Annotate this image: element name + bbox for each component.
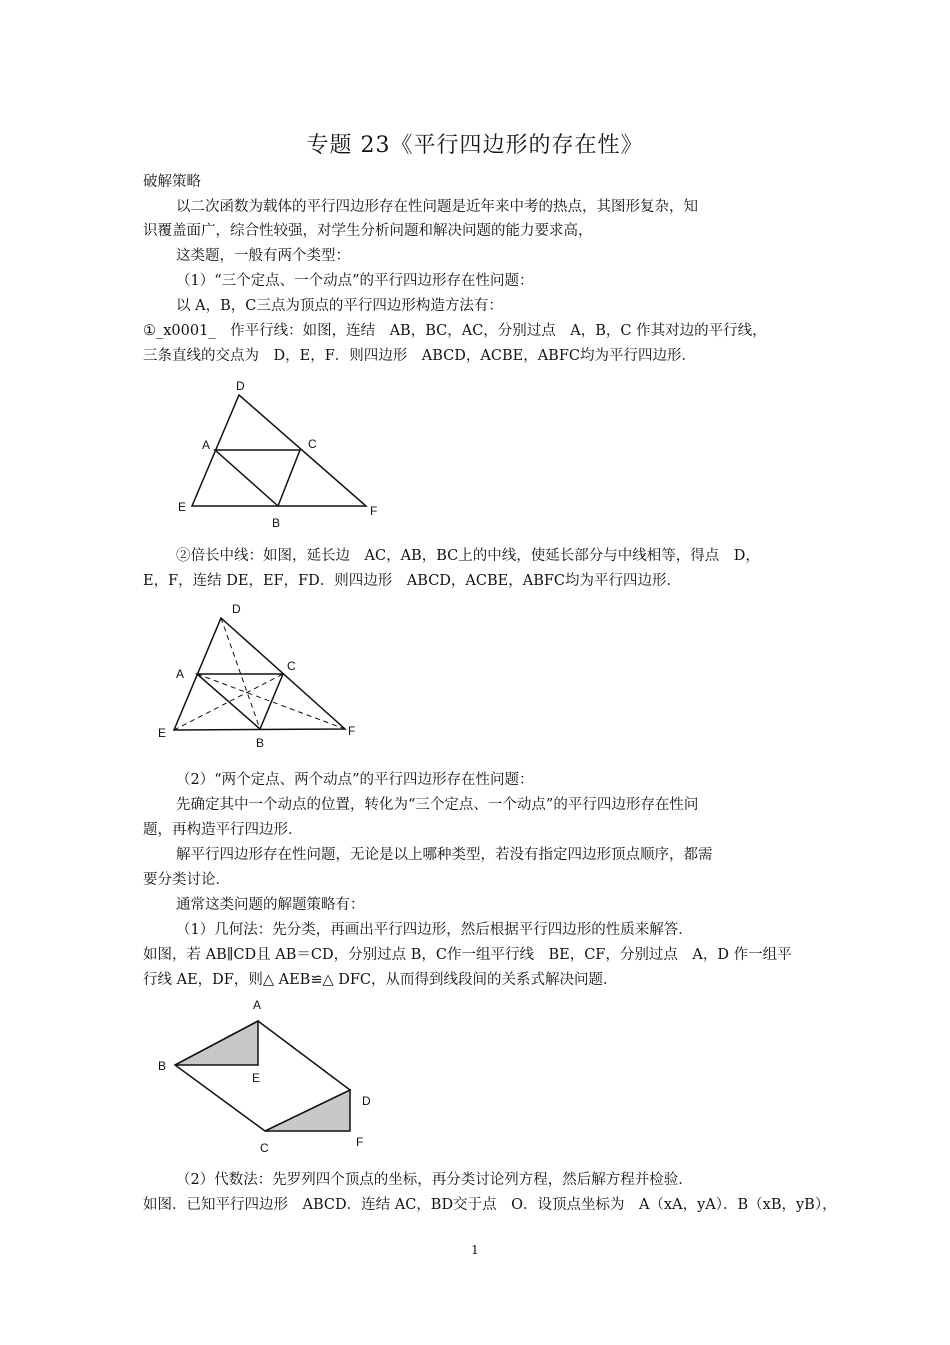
paragraph-line: 以 A，B，C三点为顶点的平行四边形构造方法有： — [176, 298, 503, 314]
paragraph-line: 如图，若 AB∥CD且 AB＝CD，分别过点 B，C作一组平行线 BE，CF，分别过点 A，D 作一组平 — [143, 947, 792, 963]
label-C: C — [260, 1141, 269, 1155]
paragraph-line: （1）几何法：先分类，再画出平行四边形，然后根据平行四边形的性质来解答． — [176, 922, 693, 938]
figure-congruent-triangles — [150, 995, 390, 1160]
paragraph-line: ①_x0001_ 作平行线：如图，连结 AB，BC，AC，分别过点 A，B，C 作其对边的平行线， — [143, 323, 767, 339]
paragraph-line: 解平行四边形存在性问题，无论是以上哪种类型，若没有指定四边形顶点顺序，都需 — [176, 847, 713, 863]
label-C: C — [308, 437, 317, 451]
label-F: F — [356, 1135, 364, 1149]
section-heading: 破解策略 — [143, 174, 201, 190]
label-D: D — [232, 602, 241, 616]
label-A: A — [253, 998, 262, 1012]
paragraph-line: ②倍长中线：如图，延长边 AC，AB，BC上的中线，使延长部分与中线相等，得点 D， — [176, 548, 760, 564]
label-D: D — [236, 379, 245, 393]
paragraph-line: 先确定其中一个动点的位置，转化为“三个定点、一个动点”的平行四边形存在性问 — [176, 797, 699, 813]
label-D: D — [362, 1094, 371, 1108]
paragraph-line: （2）代数法：先罗列四个顶点的坐标，再分类讨论列方程，然后解方程并检验． — [176, 1172, 693, 1188]
label-B: B — [158, 1059, 167, 1073]
label-A: A — [202, 438, 211, 452]
label-B: B — [256, 736, 265, 750]
figure-doubled-median — [150, 598, 380, 758]
paragraph-line: 要分类讨论． — [143, 872, 230, 888]
paragraph-line: 这类题，一般有两个类型： — [176, 248, 350, 264]
paragraph-line: 识覆盖面广，综合性较强，对学生分析问题和解决问题的能力要求高， — [143, 223, 593, 239]
paragraph-line: 以二次函数为载体的平行四边形存在性问题是近年来中考的热点，其图形复杂，知 — [176, 199, 698, 215]
paragraph-line: 行线 AE，DF，则△ AEB≌△ DFC，从而得到线段间的关系式解决问题． — [143, 972, 618, 988]
label-E: E — [178, 500, 187, 514]
paragraph-line: E，F，连结 DE，EF，FD．则四边形 ABCD，ACBE，ABFC均为平行四边形． — [143, 573, 681, 589]
paragraph-line: 题，再构造平行四边形． — [143, 822, 303, 838]
label-A: A — [176, 667, 185, 681]
page-title: 专题 23《平行四边形的存在性》 — [306, 133, 644, 158]
label-C: C — [287, 659, 296, 673]
label-E: E — [252, 1071, 261, 1085]
paragraph-line: （1）“三个定点、一个动点”的平行四边形存在性问题： — [176, 273, 534, 289]
paragraph-line: 如图．已知平行四边形 ABCD．连结 AC，BD交于点 O．设顶点坐标为 A（xA，yA）．B（xB，yB）， — [143, 1197, 837, 1213]
label-B: B — [272, 516, 281, 530]
figure-parallel-lines — [160, 375, 400, 535]
paragraph-line: 三条直线的交点为 D，E，F．则四边形 ABCD，ACBE，ABFC均为平行四边形． — [143, 348, 696, 364]
paragraph-line: （2）“两个定点、两个动点”的平行四边形存在性问题： — [176, 772, 534, 788]
label-F: F — [348, 724, 356, 738]
label-F: F — [370, 504, 378, 518]
paragraph-line: 通常这类问题的解题策略有： — [176, 897, 365, 913]
page-number: 1 — [471, 1243, 479, 1257]
label-E: E — [158, 726, 167, 740]
